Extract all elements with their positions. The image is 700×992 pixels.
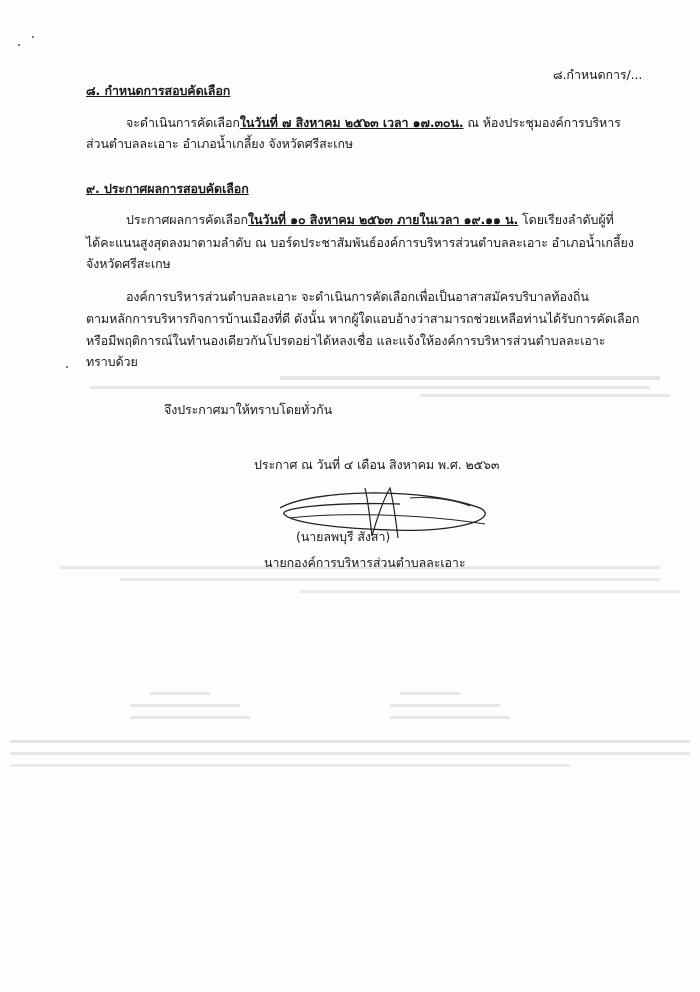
signer-name: (นายลพบุรี สังสา) <box>296 529 391 544</box>
section-9-para-2-line-1: องค์การบริหารส่วนตำบลละเอาะ จะดำเนินการคัดเลือกเพื่อเป็นอาสาสมัครบริบาลท้องถิ่น <box>126 289 589 304</box>
signer-title: นายกองค์การบริหารส่วนตำบลละเอาะ <box>264 555 466 570</box>
page-continuation-ref: ๘.กำหนดการ/... <box>553 67 643 82</box>
section-8-date: ในวันที่ ๗ สิงหาคม ๒๕๖๓ เวลา ๑๗.๓๐น. <box>239 115 464 130</box>
bleed-through-band-3 <box>0 690 700 780</box>
section-9-line-1 <box>126 211 614 229</box>
section-9-line-1-prefix: ประกาศผลการคัดเลือก <box>126 212 248 227</box>
scan-speck <box>66 366 68 368</box>
section-8-line-1-suffix: ณ ห้องประชุมองค์การบริหาร <box>463 115 621 130</box>
section-9-para-2-line-4: ทราบด้วย <box>86 354 138 369</box>
announcement-date: ประกาศ ณ วันที่ ๔ เดือน สิงหาคม พ.ศ. ๒๕๖๓ <box>254 457 500 472</box>
section-9-date: ในวันที่ ๑๐ สิงหาคม ๒๕๖๓ ภายในเวลา ๑๙.๑๑ น. <box>247 212 519 227</box>
section-9-para-2-line-3: หรือมีพฤติการณ์ในทำนองเดียวกันโปรดอย่าได้หลงเชื่อ และแจ้งให้องค์การบริหารส่วนตำบลละเอาะ <box>86 333 606 348</box>
section-9-para-2-line-2: ตามหลักการบริหารกิจการบ้านเมืองที่ดี ดังนั้น หากผู้ใดแอบอ้างว่าสามารถช่วยเหลือท่านได้รับการคัดเลือก <box>86 311 640 326</box>
section-9-line-2: ได้คะแนนสูงสุดลงมาตามลำดับ ณ บอร์ดประชาสัมพันธ์องค์การบริหารส่วนตำบลละเอาะ อำเภอน้ำเกลี้ยง <box>86 235 634 250</box>
section-8-heading: ๘. กำหนดการสอบคัดเลือก <box>86 83 231 98</box>
section-9-line-3: จังหวัดศรีสะเกษ <box>86 256 171 271</box>
section-9-line-1-suffix: โดยเรียงลำดับผู้ที่ <box>518 212 614 227</box>
closing-announcement: จึงประกาศมาให้ทราบโดยทั่วกัน <box>164 402 333 417</box>
section-8-line-2: ส่วนตำบลละเอาะ อำเภอน้ำเกลี้ยง จังหวัดศรีสะเกษ <box>86 136 354 151</box>
bleed-through-band-1 <box>0 372 700 402</box>
section-9-heading: ๙. ประกาศผลการสอบคัดเลือก <box>86 181 249 196</box>
scan-speck <box>32 36 34 38</box>
section-8-line-1-prefix: จะดำเนินการคัดเลือก <box>126 115 240 130</box>
section-8-line-1 <box>126 114 621 132</box>
scan-speck <box>18 44 20 46</box>
